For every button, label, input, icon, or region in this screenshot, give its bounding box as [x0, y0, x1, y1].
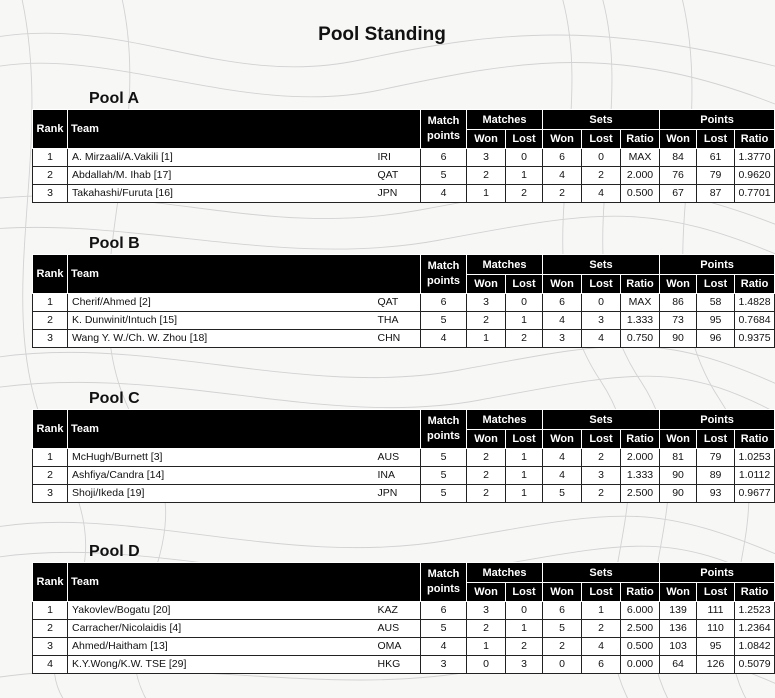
sets-lost-cell: 0 [582, 149, 621, 167]
matches-lost-cell: 0 [506, 149, 543, 167]
matches-won-cell: 2 [467, 449, 506, 467]
matches-lost-cell: 1 [506, 167, 543, 185]
sets-won-cell: 0 [543, 656, 582, 674]
country-cell: KAZ [376, 602, 421, 620]
matches-won-cell: 3 [467, 294, 506, 312]
sets-won-cell: 6 [543, 149, 582, 167]
pool-title: Pool A [89, 90, 140, 107]
points-ratio-header: Ratio [735, 583, 775, 602]
rank-cell: 1 [33, 602, 68, 620]
points-lost-cell: 58 [697, 294, 735, 312]
sets-lost-cell: 4 [582, 330, 621, 348]
sets-won-cell: 4 [543, 167, 582, 185]
rank-cell: 1 [33, 449, 68, 467]
rank-header: Rank [33, 410, 68, 449]
match-points-cell: 5 [421, 485, 467, 503]
country-cell: IRI [376, 149, 421, 167]
sets-ratio-cell: 2.500 [621, 620, 660, 638]
match-points-header [421, 110, 467, 149]
matches-won-header: Won [467, 430, 506, 449]
country-cell: JPN [376, 185, 421, 203]
country-cell: JPN [376, 485, 421, 503]
rank-cell: 3 [33, 330, 68, 348]
points-lost-cell: 79 [697, 167, 735, 185]
match-points-cell: 5 [421, 467, 467, 485]
sets-won-cell: 4 [543, 467, 582, 485]
standings-table [32, 254, 775, 348]
team-cell: A. Mirzaali/A.Vakili [1] [68, 149, 376, 167]
matches-won-header: Won [467, 583, 506, 602]
matches-won-cell: 1 [467, 330, 506, 348]
standings-table [32, 409, 775, 503]
sets-lost-header: Lost [582, 430, 621, 449]
team-cell: Carracher/Nicolaidis [4] [68, 620, 376, 638]
points-group-header: Points [660, 563, 775, 583]
sets-ratio-cell: 0.500 [621, 185, 660, 203]
match-points-header [421, 410, 467, 449]
table-row [33, 656, 775, 674]
points-ratio-cell: 1.0842 [735, 638, 775, 656]
team-cell: Ahmed/Haitham [13] [68, 638, 376, 656]
pool-title: Pool B [89, 235, 140, 252]
points-ratio-cell: 0.7684 [735, 312, 775, 330]
points-lost-cell: 79 [697, 449, 735, 467]
sets-lost-cell: 2 [582, 620, 621, 638]
match-points-header-line1: Match [427, 415, 460, 427]
points-ratio-cell: 1.4828 [735, 294, 775, 312]
sets-ratio-cell: MAX [621, 149, 660, 167]
country-cell: QAT [376, 167, 421, 185]
matches-lost-cell: 1 [506, 620, 543, 638]
points-won-cell: 90 [660, 330, 697, 348]
rank-cell: 1 [33, 149, 68, 167]
points-won-cell: 103 [660, 638, 697, 656]
sets-ratio-cell: 0.000 [621, 656, 660, 674]
points-won-cell: 90 [660, 485, 697, 503]
rank-header: Rank [33, 110, 68, 149]
matches-lost-cell: 2 [506, 330, 543, 348]
points-lost-cell: 95 [697, 638, 735, 656]
country-cell: AUS [376, 620, 421, 638]
table-row [33, 312, 775, 330]
points-lost-header: Lost [697, 130, 735, 149]
sets-lost-cell: 6 [582, 656, 621, 674]
sets-group-header: Sets [543, 255, 660, 275]
sets-won-cell: 5 [543, 620, 582, 638]
matches-lost-cell: 0 [506, 294, 543, 312]
points-group-header: Points [660, 410, 775, 430]
matches-lost-cell: 2 [506, 638, 543, 656]
rank-cell: 3 [33, 185, 68, 203]
sets-lost-cell: 1 [582, 602, 621, 620]
matches-lost-header: Lost [506, 275, 543, 294]
points-won-cell: 67 [660, 185, 697, 203]
sets-lost-cell: 0 [582, 294, 621, 312]
sets-ratio-cell: 6.000 [621, 602, 660, 620]
sets-lost-cell: 3 [582, 312, 621, 330]
match-points-header-line2: points [427, 275, 461, 287]
points-lost-cell: 126 [697, 656, 735, 674]
matches-won-cell: 1 [467, 185, 506, 203]
points-ratio-cell: 0.9620 [735, 167, 775, 185]
sets-group-header: Sets [543, 563, 660, 583]
team-header: Team [68, 410, 421, 449]
country-cell: OMA [376, 638, 421, 656]
points-lost-cell: 110 [697, 620, 735, 638]
sets-won-cell: 3 [543, 330, 582, 348]
points-lost-cell: 89 [697, 467, 735, 485]
sets-won-cell: 4 [543, 449, 582, 467]
table-row [33, 638, 775, 656]
sets-lost-header: Lost [582, 275, 621, 294]
match-points-cell: 5 [421, 449, 467, 467]
table-row [33, 467, 775, 485]
matches-lost-cell: 0 [506, 602, 543, 620]
points-won-cell: 136 [660, 620, 697, 638]
table-row [33, 449, 775, 467]
sets-lost-cell: 2 [582, 485, 621, 503]
matches-lost-header: Lost [506, 430, 543, 449]
sets-lost-header: Lost [582, 583, 621, 602]
points-ratio-cell: 1.0112 [735, 467, 775, 485]
rank-cell: 4 [33, 656, 68, 674]
points-won-cell: 139 [660, 602, 697, 620]
points-ratio-header: Ratio [735, 130, 775, 149]
sets-lost-cell: 2 [582, 449, 621, 467]
pool-title: Pool D [89, 543, 140, 560]
country-cell: INA [376, 467, 421, 485]
rank-cell: 2 [33, 167, 68, 185]
sets-group-header: Sets [543, 110, 660, 130]
points-group-header: Points [660, 255, 775, 275]
match-points-cell: 4 [421, 330, 467, 348]
table-row [33, 167, 775, 185]
points-ratio-cell: 1.0253 [735, 449, 775, 467]
points-won-header: Won [660, 430, 697, 449]
sets-won-header: Won [543, 275, 582, 294]
points-group-header: Points [660, 110, 775, 130]
matches-group-header: Matches [467, 563, 543, 583]
points-won-cell: 86 [660, 294, 697, 312]
points-ratio-cell: 1.2523 [735, 602, 775, 620]
sets-won-cell: 2 [543, 638, 582, 656]
country-cell: HKG [376, 656, 421, 674]
match-points-cell: 6 [421, 294, 467, 312]
matches-group-header: Matches [467, 410, 543, 430]
sets-won-header: Won [543, 430, 582, 449]
sets-ratio-cell: 2.500 [621, 485, 660, 503]
points-ratio-cell: 1.2364 [735, 620, 775, 638]
match-points-header [421, 563, 467, 602]
standings-table [32, 109, 775, 203]
points-won-cell: 81 [660, 449, 697, 467]
match-points-header-line1: Match [427, 115, 460, 127]
matches-lost-cell: 2 [506, 185, 543, 203]
points-won-cell: 73 [660, 312, 697, 330]
sets-won-cell: 6 [543, 294, 582, 312]
team-cell: Takahashi/Furuta [16] [68, 185, 376, 203]
sets-ratio-cell: 2.000 [621, 449, 660, 467]
team-header: Team [68, 255, 421, 294]
sets-ratio-cell: 2.000 [621, 167, 660, 185]
rank-header: Rank [33, 563, 68, 602]
matches-lost-cell: 1 [506, 467, 543, 485]
points-lost-cell: 111 [697, 602, 735, 620]
country-cell: CHN [376, 330, 421, 348]
points-ratio-cell: 0.5079 [735, 656, 775, 674]
match-points-header-line2: points [427, 583, 461, 595]
matches-lost-header: Lost [506, 130, 543, 149]
table-row [33, 149, 775, 167]
matches-lost-cell: 1 [506, 312, 543, 330]
points-won-cell: 76 [660, 167, 697, 185]
sets-ratio-header: Ratio [621, 583, 660, 602]
sets-lost-header: Lost [582, 130, 621, 149]
matches-won-cell: 2 [467, 167, 506, 185]
sets-ratio-header: Ratio [621, 275, 660, 294]
matches-won-header: Won [467, 130, 506, 149]
points-won-header: Won [660, 275, 697, 294]
sets-won-header: Won [543, 130, 582, 149]
team-header: Team [68, 563, 421, 602]
rank-cell: 2 [33, 467, 68, 485]
sets-ratio-cell: 1.333 [621, 467, 660, 485]
match-points-cell: 4 [421, 185, 467, 203]
match-points-cell: 6 [421, 602, 467, 620]
match-points-cell: 6 [421, 149, 467, 167]
match-points-cell: 5 [421, 620, 467, 638]
matches-won-cell: 2 [467, 467, 506, 485]
matches-won-cell: 3 [467, 602, 506, 620]
match-points-header-line1: Match [427, 260, 460, 272]
sets-lost-cell: 4 [582, 638, 621, 656]
sets-won-cell: 2 [543, 185, 582, 203]
points-won-cell: 84 [660, 149, 697, 167]
team-cell: Shoji/Ikeda [19] [68, 485, 376, 503]
standings-table [32, 562, 775, 674]
sets-lost-cell: 2 [582, 167, 621, 185]
points-ratio-header: Ratio [735, 275, 775, 294]
matches-lost-cell: 3 [506, 656, 543, 674]
points-won-header: Won [660, 583, 697, 602]
points-ratio-cell: 0.9375 [735, 330, 775, 348]
team-cell: McHugh/Burnett [3] [68, 449, 376, 467]
points-won-cell: 90 [660, 467, 697, 485]
match-points-cell: 5 [421, 312, 467, 330]
match-points-cell: 3 [421, 656, 467, 674]
sets-group-header: Sets [543, 410, 660, 430]
points-lost-cell: 87 [697, 185, 735, 203]
pool-title: Pool C [89, 390, 140, 407]
table-row [33, 185, 775, 203]
country-cell: QAT [376, 294, 421, 312]
sets-won-header: Won [543, 583, 582, 602]
matches-won-cell: 3 [467, 149, 506, 167]
team-cell: Yakovlev/Bogatu [20] [68, 602, 376, 620]
sets-lost-cell: 4 [582, 185, 621, 203]
table-row [33, 485, 775, 503]
points-lost-cell: 61 [697, 149, 735, 167]
points-lost-header: Lost [697, 430, 735, 449]
sets-lost-cell: 3 [582, 467, 621, 485]
sets-ratio-header: Ratio [621, 430, 660, 449]
match-points-header-line2: points [427, 130, 461, 142]
sets-ratio-cell: 0.750 [621, 330, 660, 348]
matches-lost-cell: 1 [506, 449, 543, 467]
table-row [33, 294, 775, 312]
rank-cell: 2 [33, 312, 68, 330]
team-cell: K. Dunwinit/Intuch [15] [68, 312, 376, 330]
points-won-cell: 64 [660, 656, 697, 674]
country-cell: THA [376, 312, 421, 330]
points-lost-cell: 93 [697, 485, 735, 503]
table-row [33, 602, 775, 620]
rank-cell: 3 [33, 638, 68, 656]
rank-cell: 2 [33, 620, 68, 638]
rank-header: Rank [33, 255, 68, 294]
page-title: Pool Standing [318, 24, 446, 45]
team-cell: K.Y.Wong/K.W. TSE [29] [68, 656, 376, 674]
points-lost-cell: 95 [697, 312, 735, 330]
points-ratio-cell: 0.7701 [735, 185, 775, 203]
match-points-header-line2: points [427, 430, 461, 442]
matches-won-cell: 0 [467, 656, 506, 674]
matches-won-header: Won [467, 275, 506, 294]
team-cell: Wang Y. W./Ch. W. Zhou [18] [68, 330, 376, 348]
rank-cell: 3 [33, 485, 68, 503]
match-points-header-line1: Match [427, 568, 460, 580]
sets-won-cell: 6 [543, 602, 582, 620]
points-ratio-cell: 1.3770 [735, 149, 775, 167]
match-points-header [421, 255, 467, 294]
sets-ratio-cell: 0.500 [621, 638, 660, 656]
matches-won-cell: 2 [467, 485, 506, 503]
sets-won-cell: 4 [543, 312, 582, 330]
match-points-cell: 5 [421, 167, 467, 185]
table-row [33, 330, 775, 348]
rank-cell: 1 [33, 294, 68, 312]
match-points-cell: 4 [421, 638, 467, 656]
table-row [33, 620, 775, 638]
matches-won-cell: 1 [467, 638, 506, 656]
matches-lost-cell: 1 [506, 485, 543, 503]
team-header: Team [68, 110, 421, 149]
team-cell: Ashfiya/Candra [14] [68, 467, 376, 485]
matches-won-cell: 2 [467, 312, 506, 330]
sets-ratio-cell: 1.333 [621, 312, 660, 330]
points-ratio-header: Ratio [735, 430, 775, 449]
points-lost-cell: 96 [697, 330, 735, 348]
team-cell: Abdallah/M. Ihab [17] [68, 167, 376, 185]
sets-ratio-header: Ratio [621, 130, 660, 149]
points-won-header: Won [660, 130, 697, 149]
country-cell: AUS [376, 449, 421, 467]
sets-ratio-cell: MAX [621, 294, 660, 312]
team-cell: Cherif/Ahmed [2] [68, 294, 376, 312]
points-ratio-cell: 0.9677 [735, 485, 775, 503]
matches-group-header: Matches [467, 110, 543, 130]
points-lost-header: Lost [697, 275, 735, 294]
sets-won-cell: 5 [543, 485, 582, 503]
points-lost-header: Lost [697, 583, 735, 602]
matches-lost-header: Lost [506, 583, 543, 602]
matches-won-cell: 2 [467, 620, 506, 638]
matches-group-header: Matches [467, 255, 543, 275]
